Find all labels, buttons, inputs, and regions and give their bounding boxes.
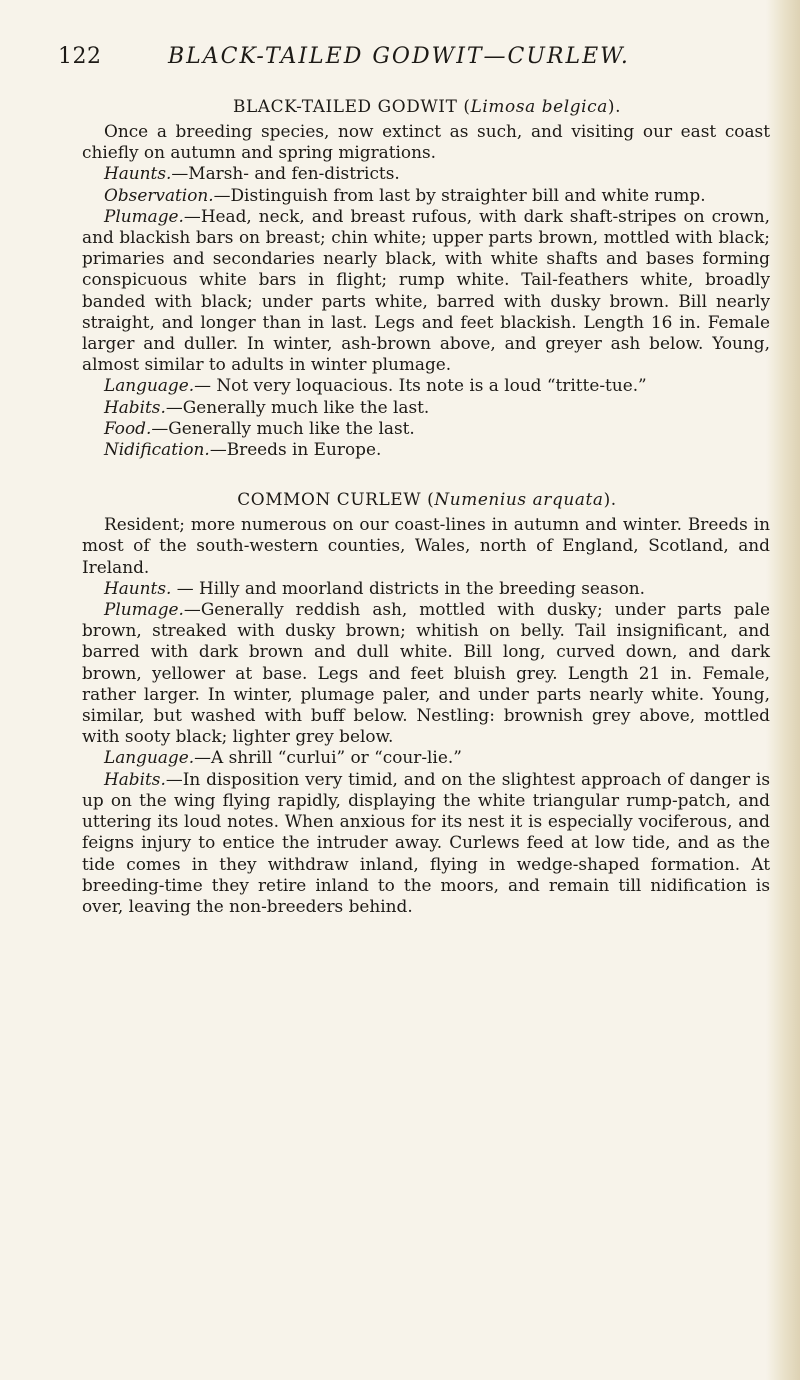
field-label: Habits. xyxy=(104,396,166,417)
field-food xyxy=(82,418,770,439)
field-label: Plumage. xyxy=(104,599,184,620)
species-intro: Once a breeding species, now extinct as such, and visiting our east coast chiefly on autumn and spring migrations. xyxy=(82,121,770,163)
field-haunts xyxy=(82,578,770,599)
section-heading: COMMON CURLEW (Numenius arquata). xyxy=(237,489,617,510)
species-latin-name: Limosa belgica xyxy=(470,96,608,116)
field-text: —Distinguish from last by straighter bill and white rump. xyxy=(213,184,706,205)
field-habits xyxy=(82,397,770,418)
field-label: Observation. xyxy=(104,184,214,205)
field-text: —Breeds in Europe. xyxy=(209,439,382,460)
field-label: Plumage. xyxy=(104,205,184,226)
field-text: —Marsh- and fen-districts. xyxy=(171,163,400,184)
page-number: 122 xyxy=(58,44,102,69)
field-label: Habits. xyxy=(104,768,166,789)
field-text: —Generally much like the last. xyxy=(165,396,430,417)
field-text: —Head, neck, and breast rufous, with dark shaft-stripes on crown, and blackish bars on breast; chin white; upper parts brown, mottled with black; primaries and secondaries nearly black, with white shafts and bases forming conspicuous white bars in flight; rump white. Tail-feathers white, broadly banded with black; under parts white, barred with dusky brown. Bill nearly straight, and longer than in last. Legs and feet blackish. Length 16 in. Female larger and duller. In winter, ash-brown above, and greyer ash below. Young, almost similar to adults in winter plumage. xyxy=(82,205,770,375)
page-header xyxy=(58,44,758,69)
field-language xyxy=(82,375,770,396)
field-label: Haunts. xyxy=(104,163,172,184)
field-text: —Generally much like the last. xyxy=(151,417,415,438)
species-intro: Resident; more numerous on our coast-lines in autumn and winter. Breeds in most of the south-western counties, Wales, north of England, Scotland, and Ireland. xyxy=(82,514,770,577)
field-text: —Generally reddish ash, mottled with dusky; under parts pale brown, streaked with dusky brown; whitish on belly. Tail insignificant, and barred with dark brown and dull white. Bill long, curved down, and dark brown, yellower at base. Legs and feet bluish grey. Length 21 in. Female, rather larger. In winter, plumage paler, and under parts nearly white. Young, similar, but washed with buff below. Nestling: brownish grey above, mottled with sooty black; lighter grey below. xyxy=(82,599,770,747)
field-text: —In disposition very timid, and on the slightest approach of danger is up on the wing flying rapidly, displaying the white triangular rump-patch, and uttering its loud notes. When anxious for its nest it is especially vociferous, and feigns injury to entice the intruder away. Curlews feed at low tide, and as the tide comes in they withdraw inland, flying in wedge-shaped formation. At breeding-time they retire inland to the moors, and remain till nidification is over, leaving the non-breeders behind. xyxy=(82,768,770,916)
running-head: BLACK-TAILED GODWIT—CURLEW. xyxy=(168,44,630,69)
field-label: Nidification. xyxy=(104,439,210,460)
field-language xyxy=(82,747,770,768)
species-latin-name: Numenius arquata xyxy=(434,489,604,510)
field-nidification xyxy=(82,439,770,460)
field-habits xyxy=(82,769,770,917)
field-plumage xyxy=(82,206,770,376)
species-title: COMMON CURLEW xyxy=(237,489,422,510)
field-label: Language. xyxy=(104,747,195,768)
field-text: — Not very loquacious. Its note is a loud “tritte-tue.” xyxy=(194,375,647,396)
field-text: — Hilly and moorland districts in the breeding season. xyxy=(171,577,646,598)
field-haunts xyxy=(82,163,770,184)
section-heading: BLACK-TAILED GODWIT (Limosa belgica). xyxy=(232,96,622,116)
field-text: —A shrill “curlui” or “cour-lie.” xyxy=(194,747,462,768)
field-label: Food. xyxy=(104,417,152,438)
species-title: BLACK-TAILED GODWIT xyxy=(232,96,458,116)
field-observation xyxy=(82,185,770,206)
section-divider xyxy=(82,460,770,487)
field-label: Language. xyxy=(104,375,195,396)
field-plumage xyxy=(82,599,770,747)
page-body xyxy=(82,94,770,917)
field-label: Haunts. xyxy=(104,577,172,598)
page-edge-shadow xyxy=(766,0,800,1380)
